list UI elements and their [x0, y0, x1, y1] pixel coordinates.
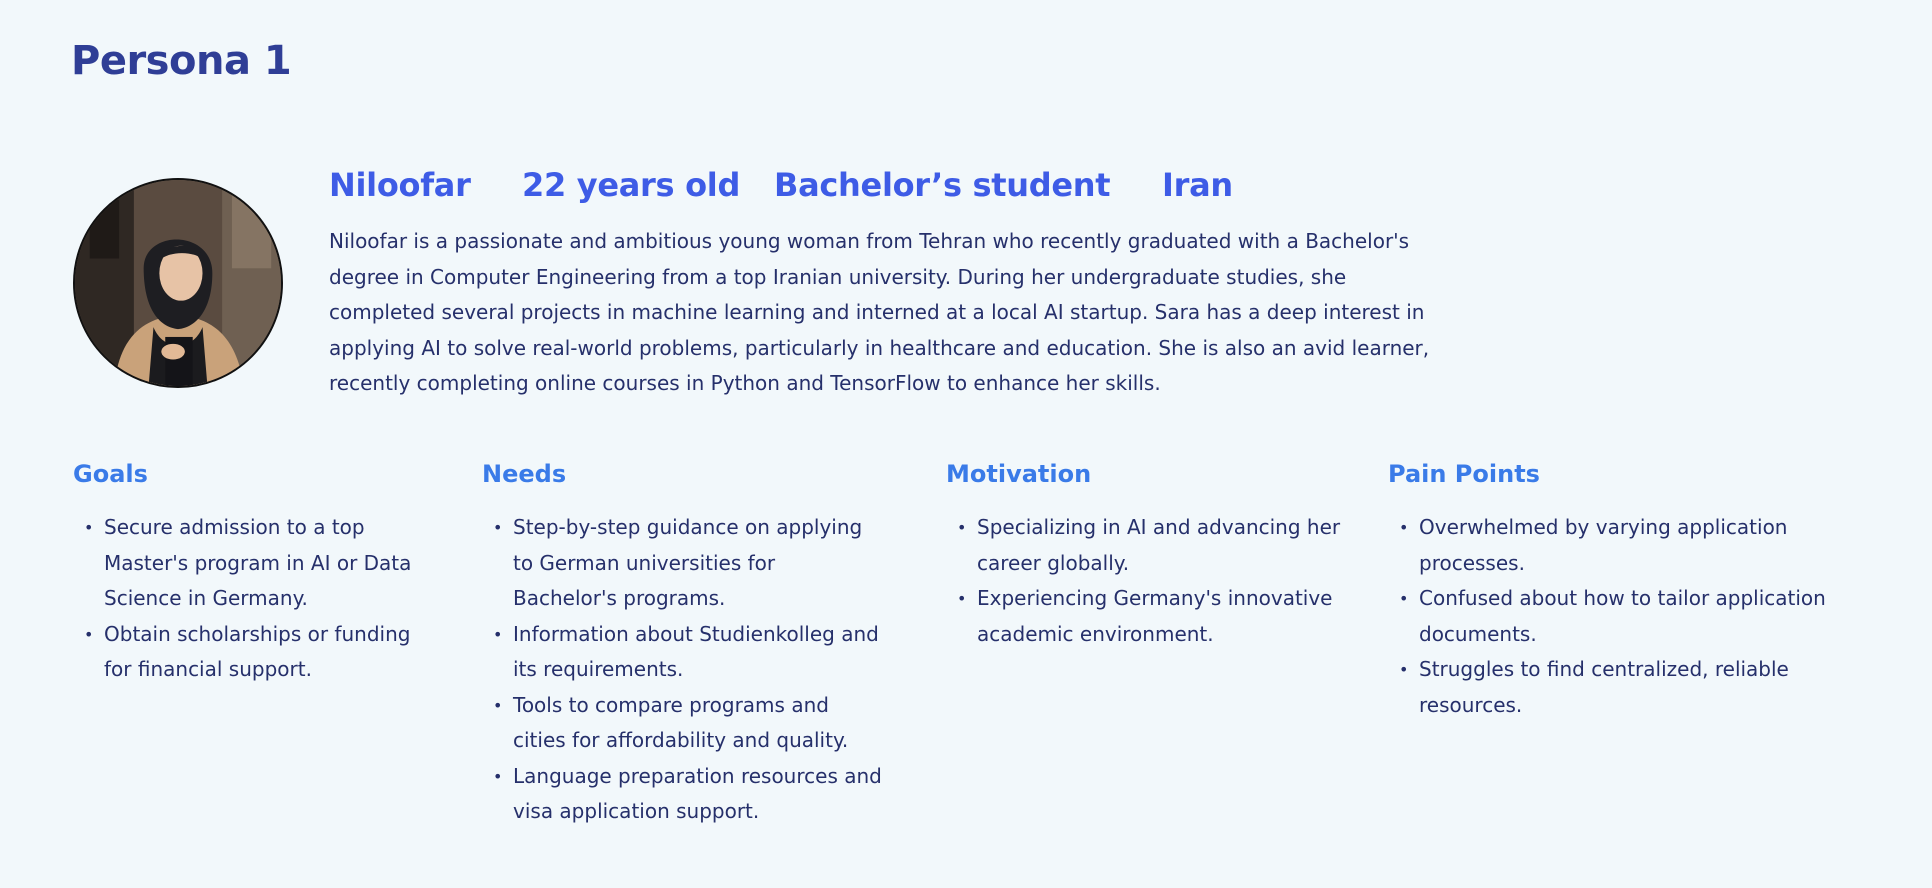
persona-age: 22 years old: [522, 166, 741, 204]
persona-role: Bachelor’s student: [774, 166, 1111, 204]
persona-name: Niloofar: [329, 166, 471, 204]
motivation-section: [946, 460, 1346, 652]
list-item: • Information about Studienkolleg and its requirements.: [513, 617, 882, 688]
needs-section: [482, 460, 882, 830]
list-item: • Confused about how to tailor application documents.: [1419, 581, 1828, 652]
list-item: • Language preparation resources and visa application support.: [513, 759, 882, 830]
pain-points-list: [1388, 510, 1828, 723]
list-item: • Obtain scholarships or funding for financial support.: [104, 617, 413, 688]
needs-list: [482, 510, 882, 830]
page-title: Persona 1: [71, 38, 292, 84]
persona-bio: Niloofar is a passionate and ambitious young woman from Tehran who recently graduated with a Bachelor's degree in Computer Engineering from a top Iranian university. During her undergraduate studies, she completed several projects in machine learning and interned at a local AI startup. Sara has a deep interest in applying AI to solve real-world problems, particularly in healthcare and education. She is also an avid learner, recently completing online courses in Python and TensorFlow to enhance her skills.: [329, 229, 1430, 395]
goals-heading: Goals: [73, 460, 148, 488]
list-item: • Step-by-step guidance on applying to German universities for Bachelor's programs.: [513, 510, 882, 617]
persona-country: Iran: [1162, 166, 1233, 204]
list-item: • Overwhelmed by varying application processes.: [1419, 510, 1828, 581]
persona-photo-icon: [75, 180, 281, 386]
list-item: • Tools to compare programs and cities for affordability and quality.: [513, 688, 882, 759]
goals-section: [73, 460, 413, 688]
motivation-list: [946, 510, 1346, 652]
pain-points-section: [1388, 460, 1828, 723]
list-item: • Struggles to find centralized, reliable resources.: [1419, 652, 1828, 723]
avatar: [73, 178, 283, 388]
needs-heading: Needs: [482, 460, 567, 488]
motivation-heading: Motivation: [946, 460, 1092, 488]
list-item: • Specializing in AI and advancing her career globally.: [977, 510, 1346, 581]
pain-points-heading: Pain Points: [1388, 460, 1540, 488]
list-item: • Experiencing Germany's innovative academic environment.: [977, 581, 1346, 652]
list-item: • Secure admission to a top Master's program in AI or Data Science in Germany.: [104, 510, 413, 617]
goals-list: [73, 510, 413, 688]
